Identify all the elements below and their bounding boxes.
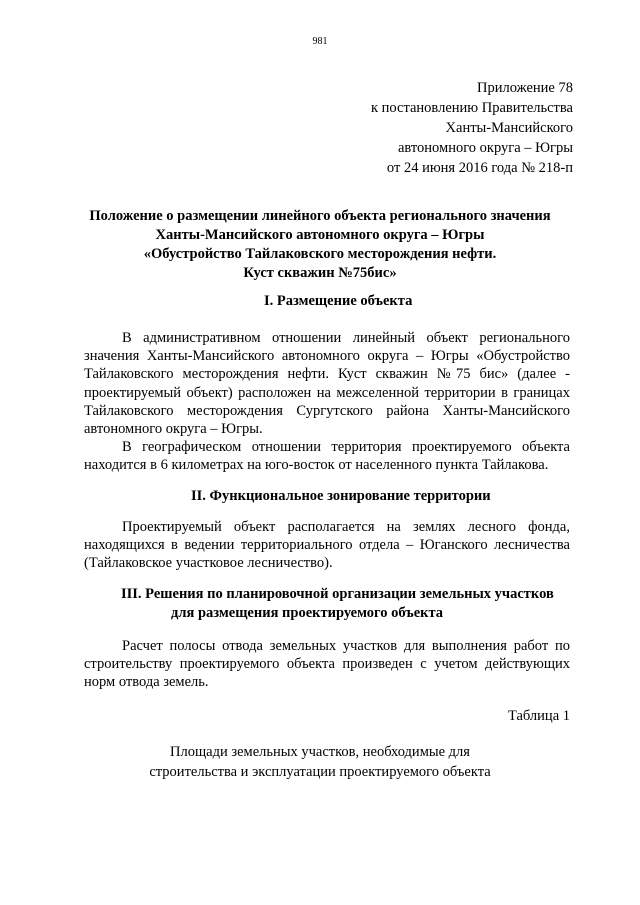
title-line: Ханты-Мансийского автономного округа – Югры [155, 227, 485, 243]
section-2-body [84, 518, 570, 573]
title-line: Куст скважин №75бис» [243, 265, 397, 281]
section-3-heading [121, 585, 554, 623]
table-caption-line: Площади земельных участков, необходимые для [170, 744, 470, 760]
section-2-paragraph-1: Проектируемый объект располагается на землях лесного фонда, находящихся в ведении территориального отдела – Юганского лесничества (Тайлаковское участковое лесничество). [84, 519, 570, 572]
appendix-block [371, 78, 573, 178]
appendix-line: автономного округа – Югры [397, 140, 573, 156]
section-3-heading-line: для размещения проектируемого объекта [171, 605, 444, 621]
appendix-line: к постановлению Правительства [371, 100, 573, 116]
section-3-body [84, 637, 570, 692]
table-label: Таблица 1 [507, 708, 570, 724]
appendix-line: Приложение 78 [477, 80, 573, 96]
section-3-paragraph-1: Расчет полосы отвода земельных участков для выполнения работ по строительству проектируемого объекта произведен с учетом действующих норм отвода земель. [84, 638, 570, 691]
section-1-paragraph-2: В географическом отношении территория проектируемого объекта находится в 6 километрах на юго-восток от населенного пункта Тайлакова. [84, 439, 570, 474]
section-3-heading-line: III. Решения по планировочной организации земельных участков [121, 586, 554, 602]
appendix-line: Ханты-Мансийского [445, 120, 573, 136]
section-1-heading: I. Размещение объекта [264, 293, 413, 309]
title-line: Положение о размещении линейного объекта регионального значения [89, 208, 551, 224]
table-caption-line: строительства и эксплуатации проектируемого объекта [149, 764, 491, 780]
title-line: «Обустройство Тайлаковского месторождения нефти. [143, 246, 497, 262]
document-title [70, 207, 570, 283]
section-2-heading: II. Функциональное зонирование территории [191, 488, 491, 504]
section-1-body [84, 329, 570, 475]
appendix-line: от 24 июня 2016 года № 218-п [386, 160, 573, 176]
section-1-paragraph-1: В административном отношении линейный объект регионального значения Ханты-Мансийского автономного округа – Югры «Обустройство Тайлаковского месторождения нефти. Куст скважин №75 бис» (далее - проектируемый объект) расположен на межселенной территории в границах Тайлаковского месторождения Сургутского района Ханты-Мансийского автономного округа – Югры. [84, 330, 570, 438]
page-number: 981 [312, 36, 328, 47]
table-caption [70, 742, 570, 782]
